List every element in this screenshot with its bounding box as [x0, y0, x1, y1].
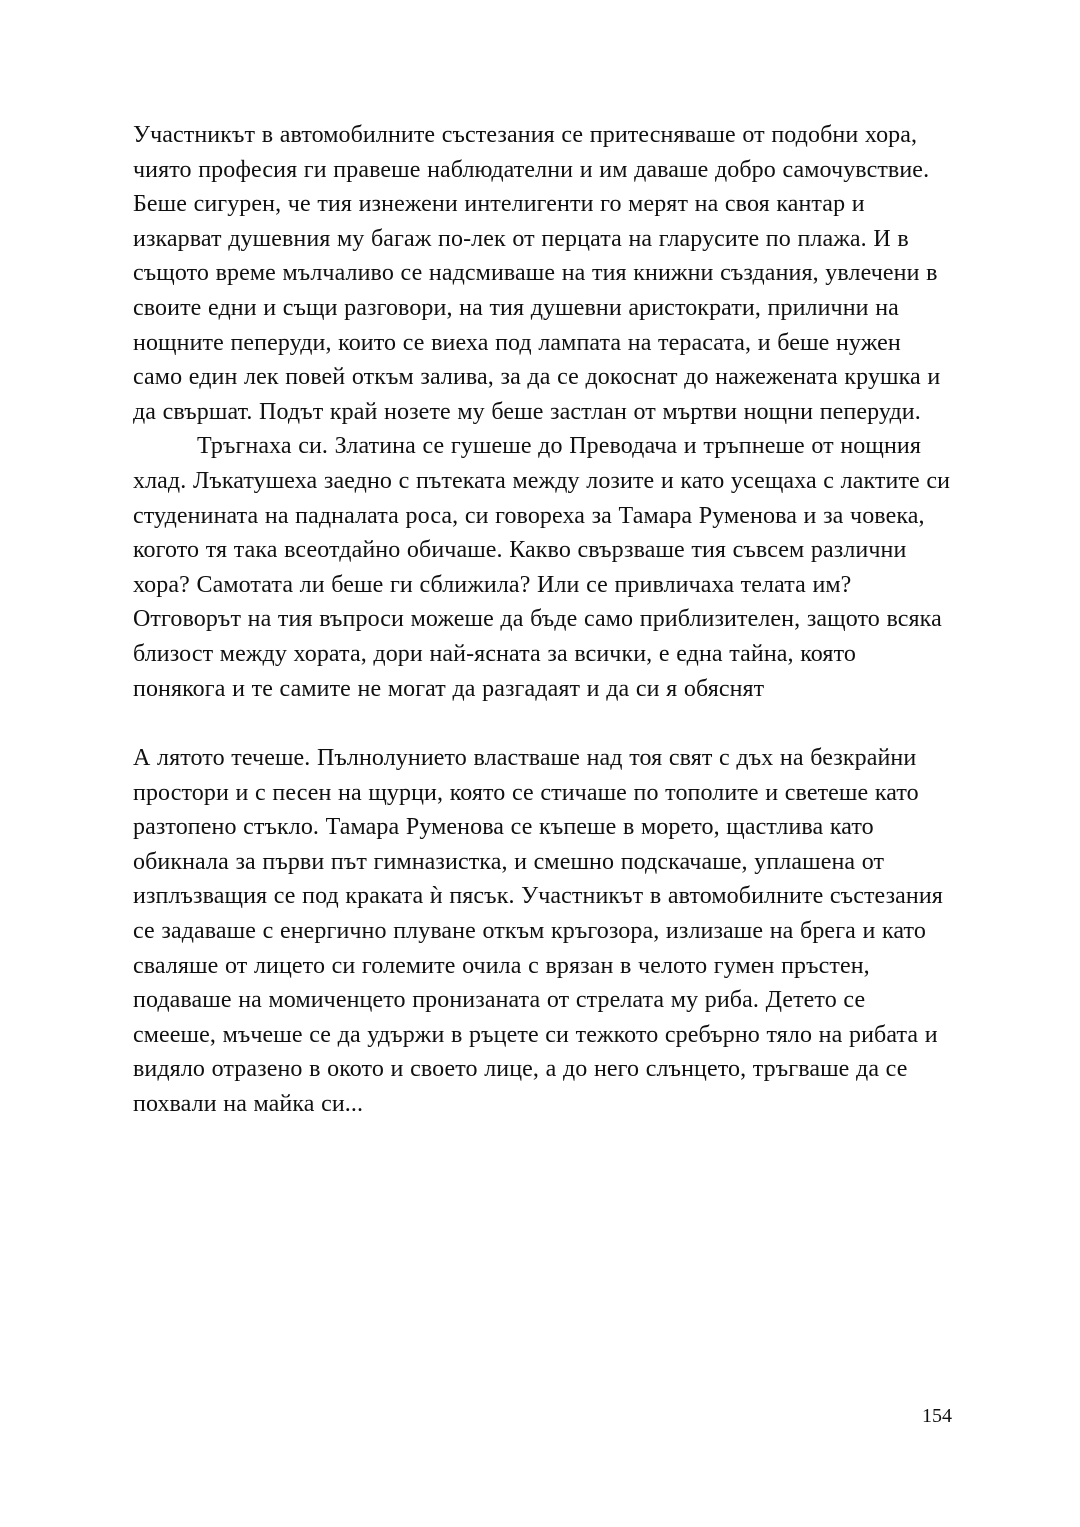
text-block — [133, 118, 953, 1122]
paragraph-2: Тръгнаха си. Златина се гушеше до Преводача и тръпнеше от нощния хлад. Лъкатушеха заедно с пътеката между лозите и като усещаха с лактите си студенината на падналата роса, си говореха за Тамара Руменова и за човека, когото тя така всеотдайно обичаше. Какво свързваше тия съвсем различни хора? Самотата ли беше ги сближила? Или се привличаха телата им? Отговорът на тия въпроси можеше да бъде само приблизителен, защото всяка близост между хората, дори най-ясната за всички, е една тайна, която понякога и те самите не могат да разгадаят и да си я обяснят — [133, 433, 951, 702]
page-number: 154 — [922, 1405, 952, 1427]
paragraph-3: А лятото течеше. Пълнолунието властваше над тоя свят с дъх на безкрайни простори и с песен на щурци, която се стичаше по тополите и светеше като разтопено стъкло. Тамара Руменова се къпеше в морето, щастлива като обикнала за първи път гимназистка, и смешно подскачаше, уплашена от изплъзващия се под краката ѝ пясък. Участникът в автомобилните състезания се задаваше с енергично плуване откъм кръгозора, излизаше на брега и като сваляше от лицето си големите очила с врязан в челото гумен пръстен, подаваше на момиченцето пронизаната от стрелата му риба. Детето се смееше, мъчеше се да удържи в ръцете си тежкото сребърно тяло на рибата и видяло отразено в окото и своето лице, а до него слънцето, тръгваше да се похвали на майка си... — [133, 745, 943, 1118]
paragraph-1: Участникът в автомобилните състезания се притесняваше от подобни хора, чиято професия ги правеше наблюдателни и им даваше добро самочувствие. Беше сигурен, че тия изнежени интелигенти го мерят на своя кантар и изкарват душевния му багаж по-лек от перцата на гларусите по плажа. И в същото време мълчаливо се надсмиваше на тия книжни създания, увлечени в своите едни и същи разговори, на тия душевни аристократи, прилични на нощните пеперуди, които се виеха под лампата на терасата, и беше нужен само един лек повей откъм залива, за да се докоснат до нажежената крушка и да свършат. Подът край нозете му беше застлан от мъртви нощни пеперуди. — [133, 122, 941, 425]
